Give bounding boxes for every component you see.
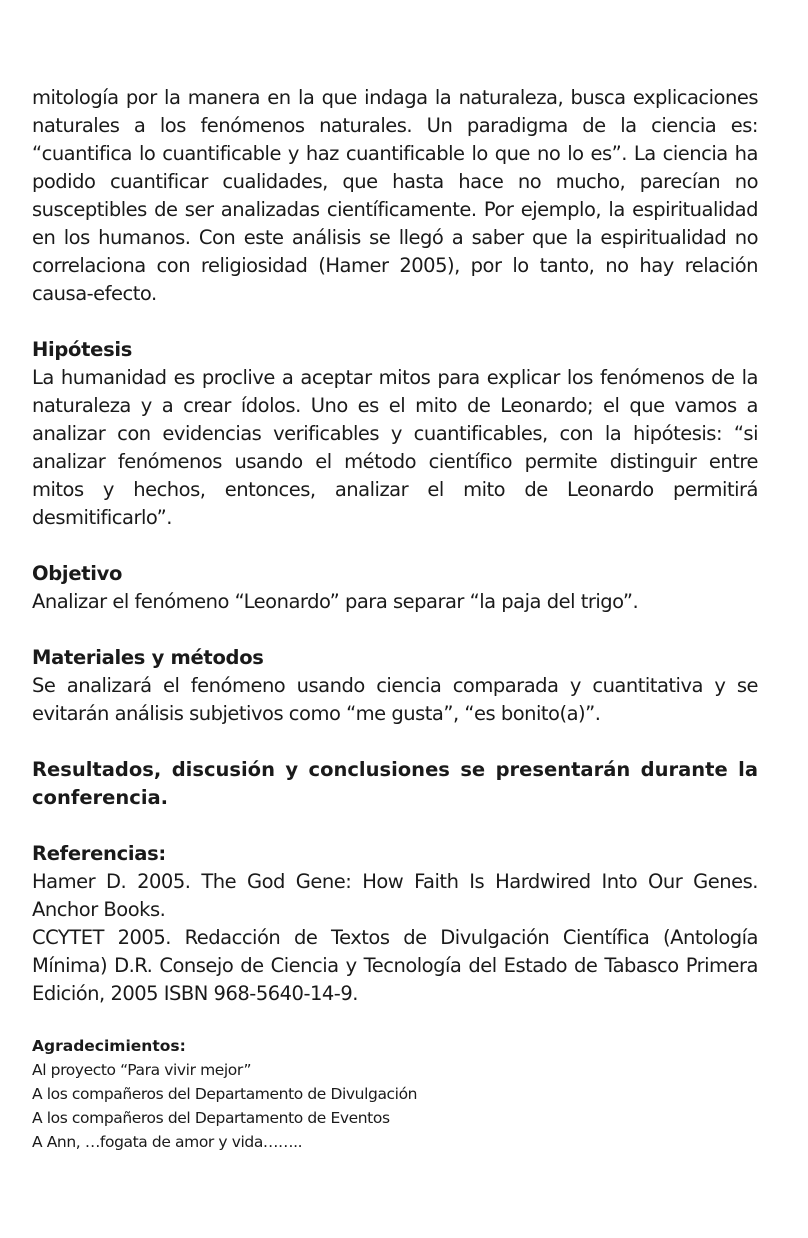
- materiales-section: [32, 644, 758, 728]
- objetivo-section: [32, 560, 758, 616]
- reference-item: CCYTET 2005. Redacción de Textos de Divulgación Científica (Antología Mínima) D.R. Consejo de Ciencia y Tecnología del Estado de Tabasco Primera Edición, 2005 ISBN 968-5640-14-9.: [32, 926, 758, 1005]
- objetivo-heading: Objetivo: [32, 562, 123, 585]
- materiales-heading: Materiales y métodos: [32, 646, 264, 669]
- hipotesis-paragraph: La humanidad es proclive a aceptar mitos para explicar los fenómenos de la naturaleza y a crear ídolos. Uno es el mito de Leonardo; el que vamos a analizar con evidencias verificables y cuantificables, con la hipótesis: “si analizar fenómenos usando el método científico permite distinguir entre mitos y hechos, entonces, analizar el mito de Leonardo permitirá desmitificarlo”.: [32, 366, 758, 529]
- agradecimiento-line: A los compañeros del Departamento de Eventos: [32, 1109, 390, 1127]
- agradecimientos-heading: Agradecimientos:: [32, 1037, 186, 1055]
- agradecimiento-line: A Ann, …fogata de amor y vida……..: [32, 1133, 303, 1151]
- referencias-heading: Referencias:: [32, 842, 166, 865]
- agradecimiento-line: A los compañeros del Departamento de Divulgación: [32, 1085, 418, 1103]
- intro-paragraph: mitología por la manera en la que indaga la naturaleza, busca explicaciones naturales a los fenómenos naturales. Un paradigma de la ciencia es: “cuantifica lo cuantificable y haz cuantificable lo que no lo es”. La ciencia ha podido cuantificar cualidades, que hasta hace no mucho, parecían no susceptibles de ser analizadas científicamente. Por ejemplo, la espiritualidad en los humanos. Con este análisis se llegó a saber que la espiritualidad no correlaciona con religiosidad (Hamer 2005), por lo tanto, no hay relación causa-efecto.: [32, 86, 758, 305]
- referencias-section: [32, 840, 758, 1008]
- resultados-section: [32, 756, 758, 812]
- agradecimientos-section: [32, 1034, 632, 1154]
- hipotesis-section: [32, 336, 758, 532]
- objetivo-paragraph: Analizar el fenómeno “Leonardo” para separar “la paja del trigo”.: [32, 590, 639, 613]
- reference-item: Hamer D. 2005. The God Gene: How Faith Is Hardwired Into Our Genes. Anchor Books.: [32, 870, 758, 921]
- document-body: [32, 84, 758, 1008]
- resultados-paragraph: Resultados, discusión y conclusiones se presentarán durante la conferencia.: [32, 758, 758, 809]
- materiales-paragraph: Se analizará el fenómeno usando ciencia comparada y cuantitativa y se evitarán análisis subjetivos como “me gusta”, “es bonito(a)”.: [32, 674, 758, 725]
- hipotesis-heading: Hipótesis: [32, 338, 133, 361]
- agradecimiento-line: Al proyecto “Para vivir mejor”: [32, 1061, 252, 1079]
